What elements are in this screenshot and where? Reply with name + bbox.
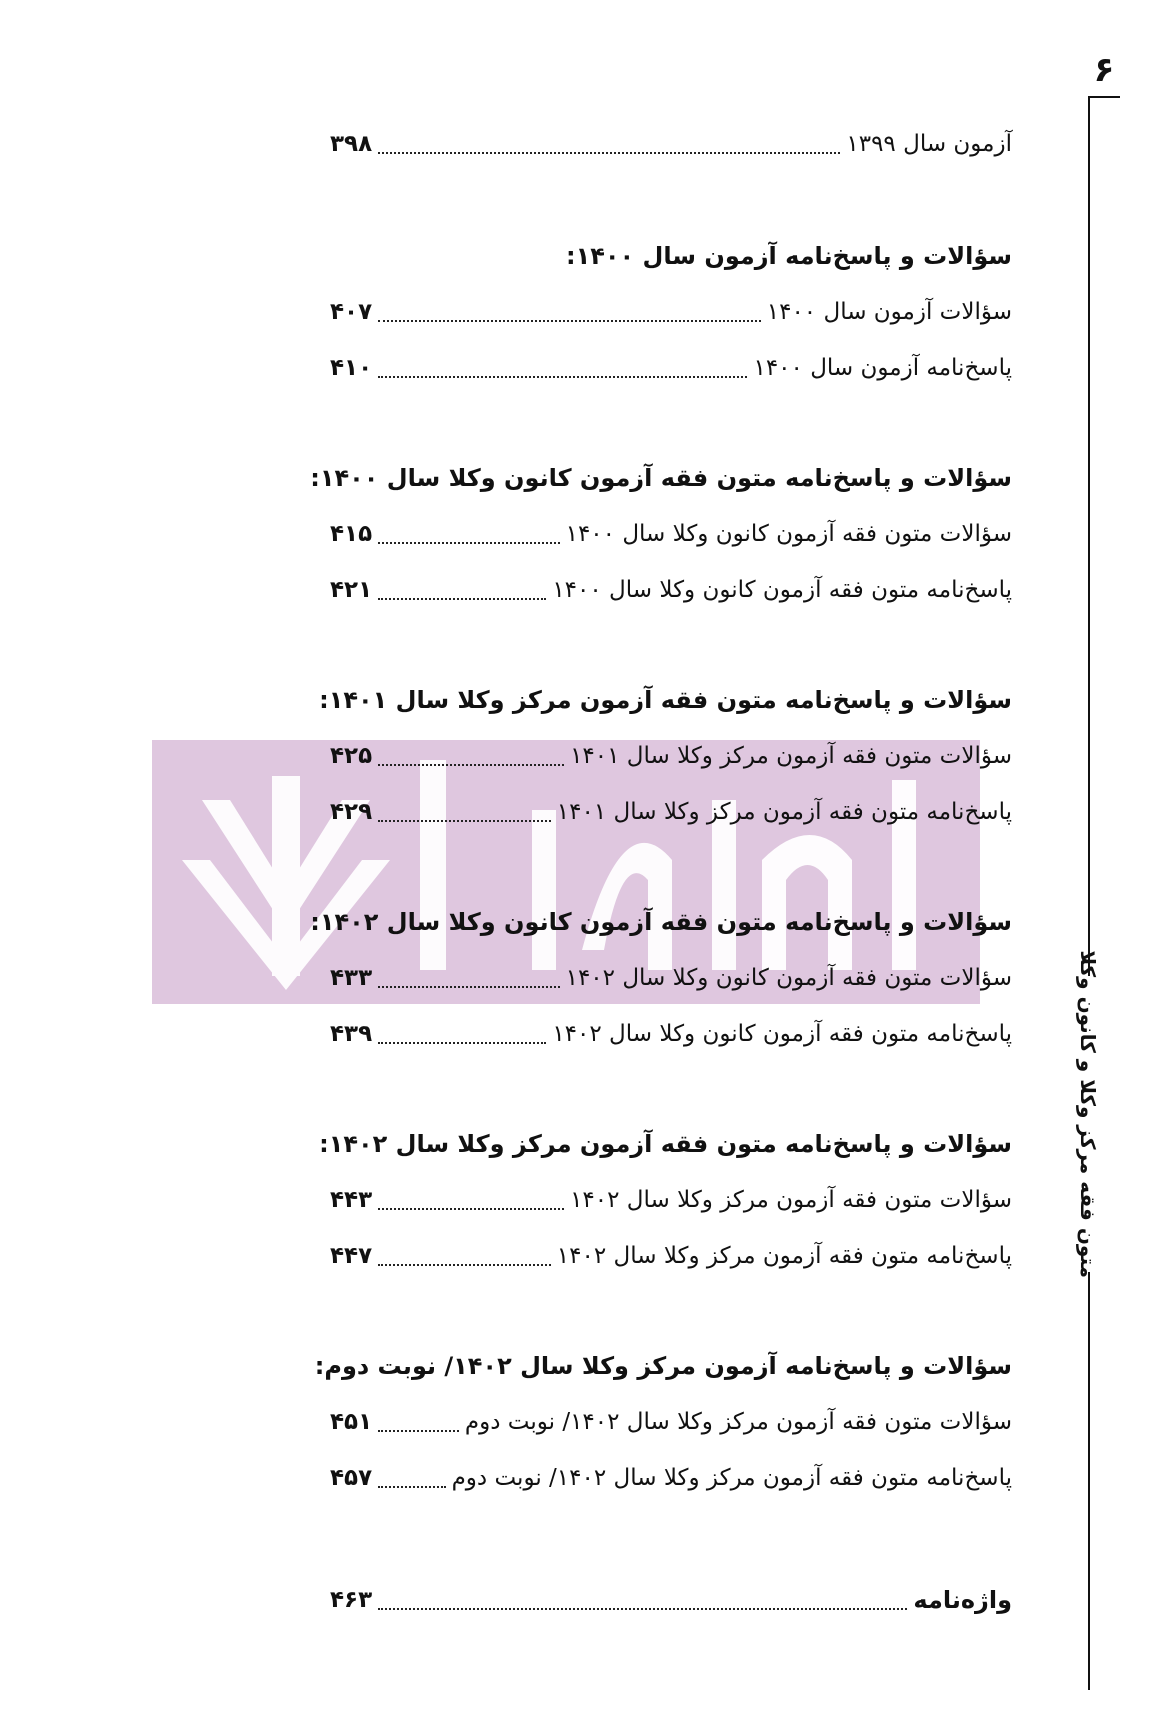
toc-entry-title: سؤالات متون فقه آزمون مرکز وکلا سال ۱۴۰۲/ نوبت دوم — [464, 1409, 1012, 1435]
toc-entry-title: پاسخ‌نامه متون فقه آزمون مرکز وکلا سال ۱۴۰۲ — [556, 1243, 1012, 1269]
toc-entry-title: سؤالات متون فقه آزمون کانون وکلا سال ۱۴۰۲ — [565, 965, 1012, 991]
toc-entry-title: سؤالات متون فقه آزمون مرکز وکلا سال ۱۴۰۲ — [570, 1187, 1012, 1213]
toc-entry[interactable] — [330, 1456, 1012, 1500]
toc-entry-page: ۴۵۱ — [330, 1409, 373, 1435]
toc-entry-page: ۴۲۹ — [330, 799, 373, 825]
toc-entry[interactable] — [330, 790, 1012, 834]
toc-entry[interactable] — [330, 1178, 1012, 1222]
page-corner-rule — [1088, 96, 1120, 98]
toc-section-heading: سؤالات و پاسخ‌نامه متون فقه آزمون کانون وکلا سال ۱۴۰۰: — [310, 464, 1012, 492]
toc-entry-title: پاسخ‌نامه متون فقه آزمون مرکز وکلا سال ۱۴۰۱ — [556, 799, 1012, 825]
dot-leader — [378, 1607, 907, 1610]
toc-entry-title: پاسخ‌نامه متون فقه آزمون مرکز وکلا سال ۱۴۰۲/ نوبت دوم — [451, 1465, 1012, 1491]
toc-entry-title: پاسخ‌نامه متون فقه آزمون کانون وکلا سال ۱۴۰۲ — [552, 1021, 1012, 1047]
toc-entry-page: ۴۳۹ — [330, 1021, 373, 1047]
toc-entry-title: سؤالات متون فقه آزمون مرکز وکلا سال ۱۴۰۱ — [570, 743, 1012, 769]
toc-entry-glossary[interactable] — [330, 1578, 1012, 1622]
toc-entry[interactable] — [330, 1234, 1012, 1278]
toc-entry-page: ۳۹۸ — [330, 131, 373, 157]
toc-entry-page: ۴۳۳ — [330, 965, 373, 991]
dot-leader — [378, 151, 840, 154]
toc-entry-page: ۴۵۷ — [330, 1465, 373, 1491]
toc-entry-page: ۴۱۰ — [330, 355, 373, 381]
toc-section-heading: سؤالات و پاسخ‌نامه آزمون سال ۱۴۰۰: — [566, 242, 1012, 270]
toc-entry-page: ۴۶۳ — [330, 1587, 373, 1613]
toc-entry-page: ۴۱۵ — [330, 521, 373, 547]
toc-entry-title: پاسخ‌نامه متون فقه آزمون کانون وکلا سال ۱۴۰۰ — [552, 577, 1012, 603]
dot-leader — [378, 1041, 546, 1044]
dot-leader — [378, 1485, 445, 1488]
toc-section-heading: سؤالات و پاسخ‌نامه متون فقه آزمون مرکز وکلا سال ۱۴۰۱: — [319, 686, 1012, 714]
toc-entry-title: پاسخ‌نامه آزمون سال ۱۴۰۰ — [753, 355, 1012, 381]
toc-entry[interactable] — [330, 1012, 1012, 1056]
side-rule-top — [1088, 96, 1090, 976]
toc-entry[interactable] — [330, 734, 1012, 778]
dot-leader — [378, 597, 546, 600]
toc-section-heading: سؤالات و پاسخ‌نامه متون فقه آزمون مرکز وکلا سال ۱۴۰۲: — [319, 1130, 1012, 1158]
toc-entry[interactable] — [330, 122, 1012, 166]
toc-entry-title: آزمون سال ۱۳۹۹ — [846, 131, 1012, 157]
toc-entry[interactable] — [330, 346, 1012, 390]
toc-entry-title: سؤالات آزمون سال ۱۴۰۰ — [766, 299, 1012, 325]
dot-leader — [378, 1263, 551, 1266]
toc-entry[interactable] — [330, 1400, 1012, 1444]
dot-leader — [378, 319, 761, 322]
toc-entry-page: ۴۰۷ — [330, 299, 373, 325]
toc-entry-page: ۴۴۷ — [330, 1243, 373, 1269]
toc-entry-page: ۴۲۱ — [330, 577, 373, 603]
dot-leader — [378, 763, 564, 766]
toc-section-heading: سؤالات و پاسخ‌نامه متون فقه آزمون کانون وکلا سال ۱۴۰۲: — [310, 908, 1012, 936]
dot-leader — [378, 985, 559, 988]
side-rule-bottom — [1088, 1272, 1090, 1690]
dot-leader — [378, 1429, 459, 1432]
toc-section-heading: سؤالات و پاسخ‌نامه آزمون مرکز وکلا سال ۱۴۰۲/ نوبت دوم: — [314, 1352, 1012, 1380]
toc-entry-title: واژه‌نامه — [913, 1586, 1012, 1614]
dot-leader — [378, 1207, 564, 1210]
dot-leader — [378, 375, 747, 378]
toc-entry-title: سؤالات متون فقه آزمون کانون وکلا سال ۱۴۰۰ — [565, 521, 1012, 547]
dot-leader — [378, 819, 551, 822]
page-number: ۶ — [1093, 50, 1115, 90]
toc-entry[interactable] — [330, 956, 1012, 1000]
toc-entry-page: ۴۲۵ — [330, 743, 373, 769]
dot-leader — [378, 541, 559, 544]
toc-entry-page: ۴۴۳ — [330, 1187, 373, 1213]
toc-entry[interactable] — [330, 568, 1012, 612]
running-side-title: متون فقه مرکز وکلا و کانون وکلا — [1076, 950, 1100, 1278]
toc-entry[interactable] — [330, 290, 1012, 334]
toc-entry[interactable] — [330, 512, 1012, 556]
